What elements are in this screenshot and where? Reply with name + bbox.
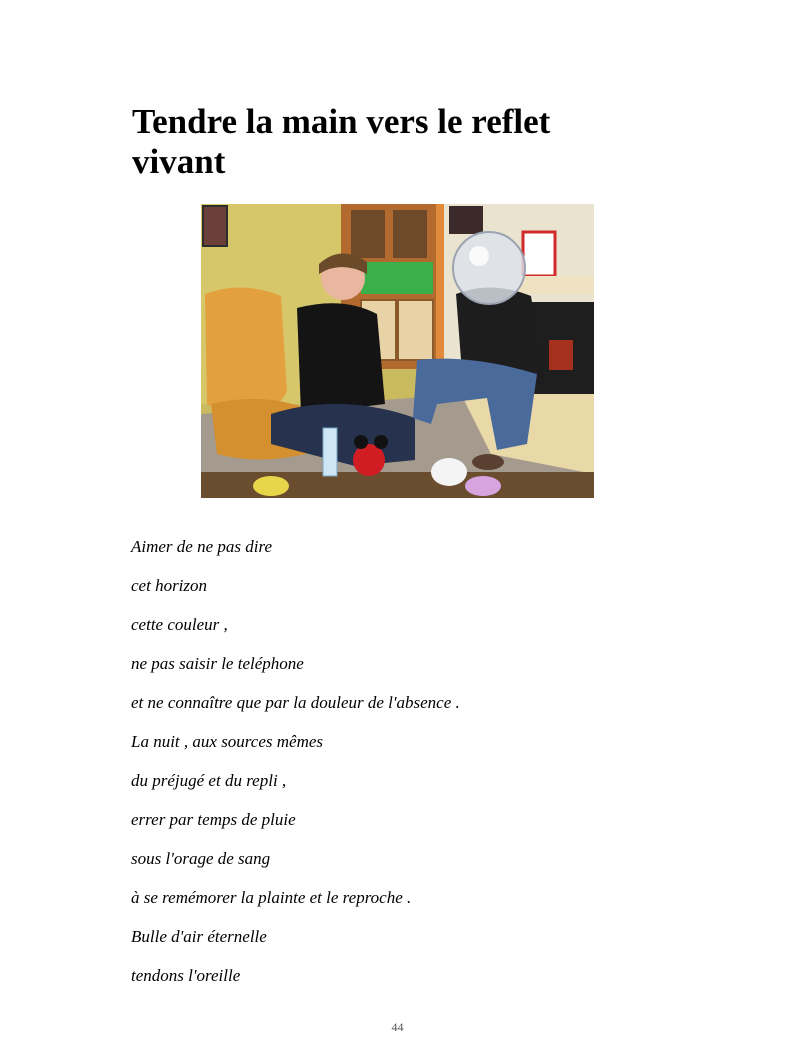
cabinet-window-right <box>393 210 427 258</box>
red-frame-picture <box>523 232 555 276</box>
flower-picture <box>449 206 483 234</box>
poem-line: à se remémorer la plainte et le reproche . <box>131 888 412 907</box>
woman-torso <box>297 303 385 414</box>
bubble-globe <box>453 232 525 304</box>
yellow-toy <box>253 476 289 496</box>
living-room-photo <box>201 204 594 498</box>
fireplace-mantel <box>519 276 594 294</box>
poem-line: cette couleur , <box>131 615 228 634</box>
toy-ear-right <box>374 435 388 449</box>
water-bottle <box>323 428 337 476</box>
page-title: Tendre la main vers le reflet vivant <box>132 102 551 181</box>
photo-illustration <box>201 204 594 498</box>
white-bunny-toy <box>431 458 467 486</box>
poem <box>131 534 460 1002</box>
purple-toy <box>465 476 501 496</box>
poem-line: tendons l'oreille <box>131 966 241 985</box>
poem-line: sous l'orage de sang <box>131 849 271 868</box>
cabinet-window-left <box>351 210 385 258</box>
fireplace-fire <box>549 340 573 370</box>
poem-line: Aimer de ne pas dire <box>131 537 273 556</box>
poem-line: La nuit , aux sources mêmes <box>131 732 324 751</box>
poem-line: du préjugé et du repli , <box>131 771 287 790</box>
poem-line: cet horizon <box>131 576 208 595</box>
poem-line: Bulle d'air éternelle <box>131 927 267 946</box>
poem-line: errer par temps de pluie <box>131 810 296 829</box>
cabinet-door-right <box>398 300 433 360</box>
bubble-highlight <box>469 246 489 266</box>
wall-picture-left <box>203 206 227 246</box>
poem-line: ne pas saisir le teléphone <box>131 654 304 673</box>
green-shelf <box>361 262 433 294</box>
man-shoe <box>472 454 504 470</box>
toy-ear-left <box>354 435 368 449</box>
poem-line: et ne connaître que par la douleur de l'absence . <box>131 693 460 712</box>
page-number: 44 <box>391 1020 404 1034</box>
